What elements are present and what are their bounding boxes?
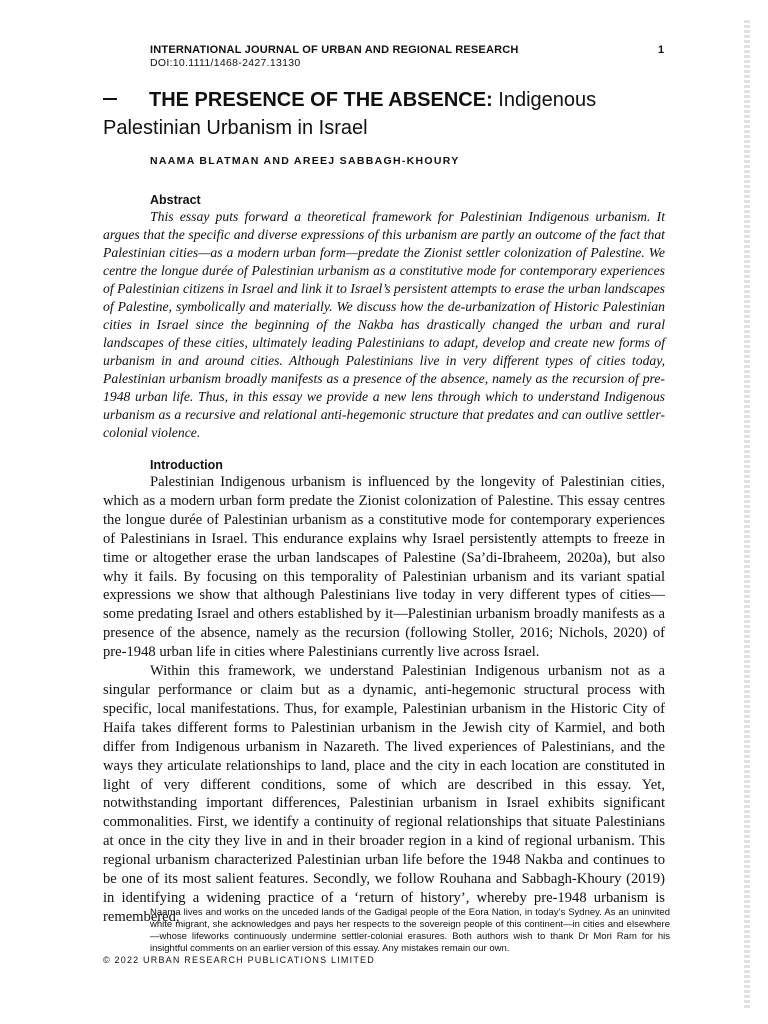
footnote-divider [150, 902, 198, 903]
body-paragraph: Within this framework, we understand Palestinian Indigenous urbanism not as a singular performance or claim but as a dynamic, anti-hegemonic structural process with specific, local manifestations. Thus, for example, Palestinian urbanism in the Historic City of Haifa takes different forms to Palestinian urbanism in the Jewish city of Karmiel, and both differ from Indigenous urbanism in Nazareth. The lived experiences of Palestinians, and the ways they articulate relationships to land, place and the city in each location are constituted in light of very different conditions, some of which are described in this essay. Yet, notwithstanding important differences, Palestinian urbanism in Israel exhibits significant commonalities. First, we identify a continuity of regional relationships that situate Palestinians at once in the city they live in and in their broader region in a kind of regional urbanism. This regional urbanism characterized Palestinian urban life before the 1948 Nakba and continues to be one of its most salient features. Secondly, we follow Rouhana and Sabbagh-Khoury (2019) in identifying a widening practice of a ‘return of history’, whereby pre-1948 urbanism is remembered, [103, 663, 665, 925]
download-notice-strip [744, 20, 750, 1010]
abstract-heading: Abstract [150, 193, 201, 207]
doi-link[interactable]: DOI:10.1111/1468-2427.13130 [150, 57, 301, 69]
title-bold-part: THE PRESENCE OF THE ABSENCE: [149, 89, 493, 111]
journal-name: INTERNATIONAL JOURNAL OF URBAN AND REGIONAL RESEARCH [150, 44, 519, 56]
introduction-section [103, 458, 665, 927]
title-rest-part: Indigenous [492, 89, 597, 111]
page-number: 1 [658, 44, 665, 56]
body-paragraph: Palestinian Indigenous urbanism is influenced by the longevity of Palestinian cities, which as a modern urban form predate the Zionist colonization of Palestine. This essay centres the longue durée of Palestinian urbanism as a constitutive mode for contemporary experiences of Palestinians in Israel. This endurance explains why Israel persistently attempts to freeze in time or altogether erase the urban landscapes of Palestine (Sa’di-Ibraheem, 2020a), but also why it fails. By focusing on this temporality of Palestinian urbanism and its variant spatial expressions we show that although Palestinians live today in very different types of cities—some predating Israel and others established by it—Palestinian urbanism broadly manifests as a presence of the absence, namely as the recursion (following Stoller, 2016; Nichols, 2020) of pre-1948 urban life in cities where Palestinians currently live across Israel. [103, 474, 665, 661]
abstract-text: This essay puts forward a theoretical framework for Palestinian Indigenous urbanism. It argues that the specific and diverse expressions of this urbanism are partly an outcome of the fact that Palestinian cities—as a modern urban form—predate the Zionist settler colonization of Palestine. We centre the longue durée of Palestinian urbanism as a constitutive mode for contemporary experiences of Palestinian citizens in Israel and link it to Israel’s persistent attempts to erase the urban landscapes of Palestine, symbolically and materially. We discuss how the de-urbanization of Historic Palestinian cities in Israel since the beginning of the Nakba has drastically changed the urban and rural landscapes of these cities, ultimately leading Palestinians to adapt, develop and create new forms of urbanism in and around cities. Although Palestinians live in very different types of cities today, Palestinian urbanism broadly manifests as a presence of the absence, namely as the recursion of pre-1948 urban life. Thus, in this essay we provide a new lens through which to understand Indigenous urbanism as a recursive and relational anti-hegemonic structure that predates and can outlive settler-colonial violence. [103, 209, 665, 440]
copyright-line: © 2022 URBAN RESEARCH PUBLICATIONS LIMITED [103, 955, 375, 965]
abstract-section [103, 193, 665, 442]
article-title [103, 86, 683, 142]
author-names: NAAMA BLATMAN AND AREEJ SABBAGH-KHOURY [150, 155, 460, 167]
author-footnote: Naama lives and works on the unceded lands of the Gadigal people of the Eora Nation, in today’s Sydney. As an uninvited white migrant, she acknowledges and pays her respects to the sovereign people of this continent—in cities and elsewhere—whose lifeworks continuously undermine settler-colonial erasures. Both authors wish to thank Dr Mori Ram for his insightful comments on an earlier version of this essay. Any mistakes remain our own. [150, 907, 670, 954]
title-second-line: Palestinian Urbanism in Israel [103, 117, 368, 139]
introduction-heading: Introduction [150, 458, 223, 472]
running-head [150, 44, 670, 70]
